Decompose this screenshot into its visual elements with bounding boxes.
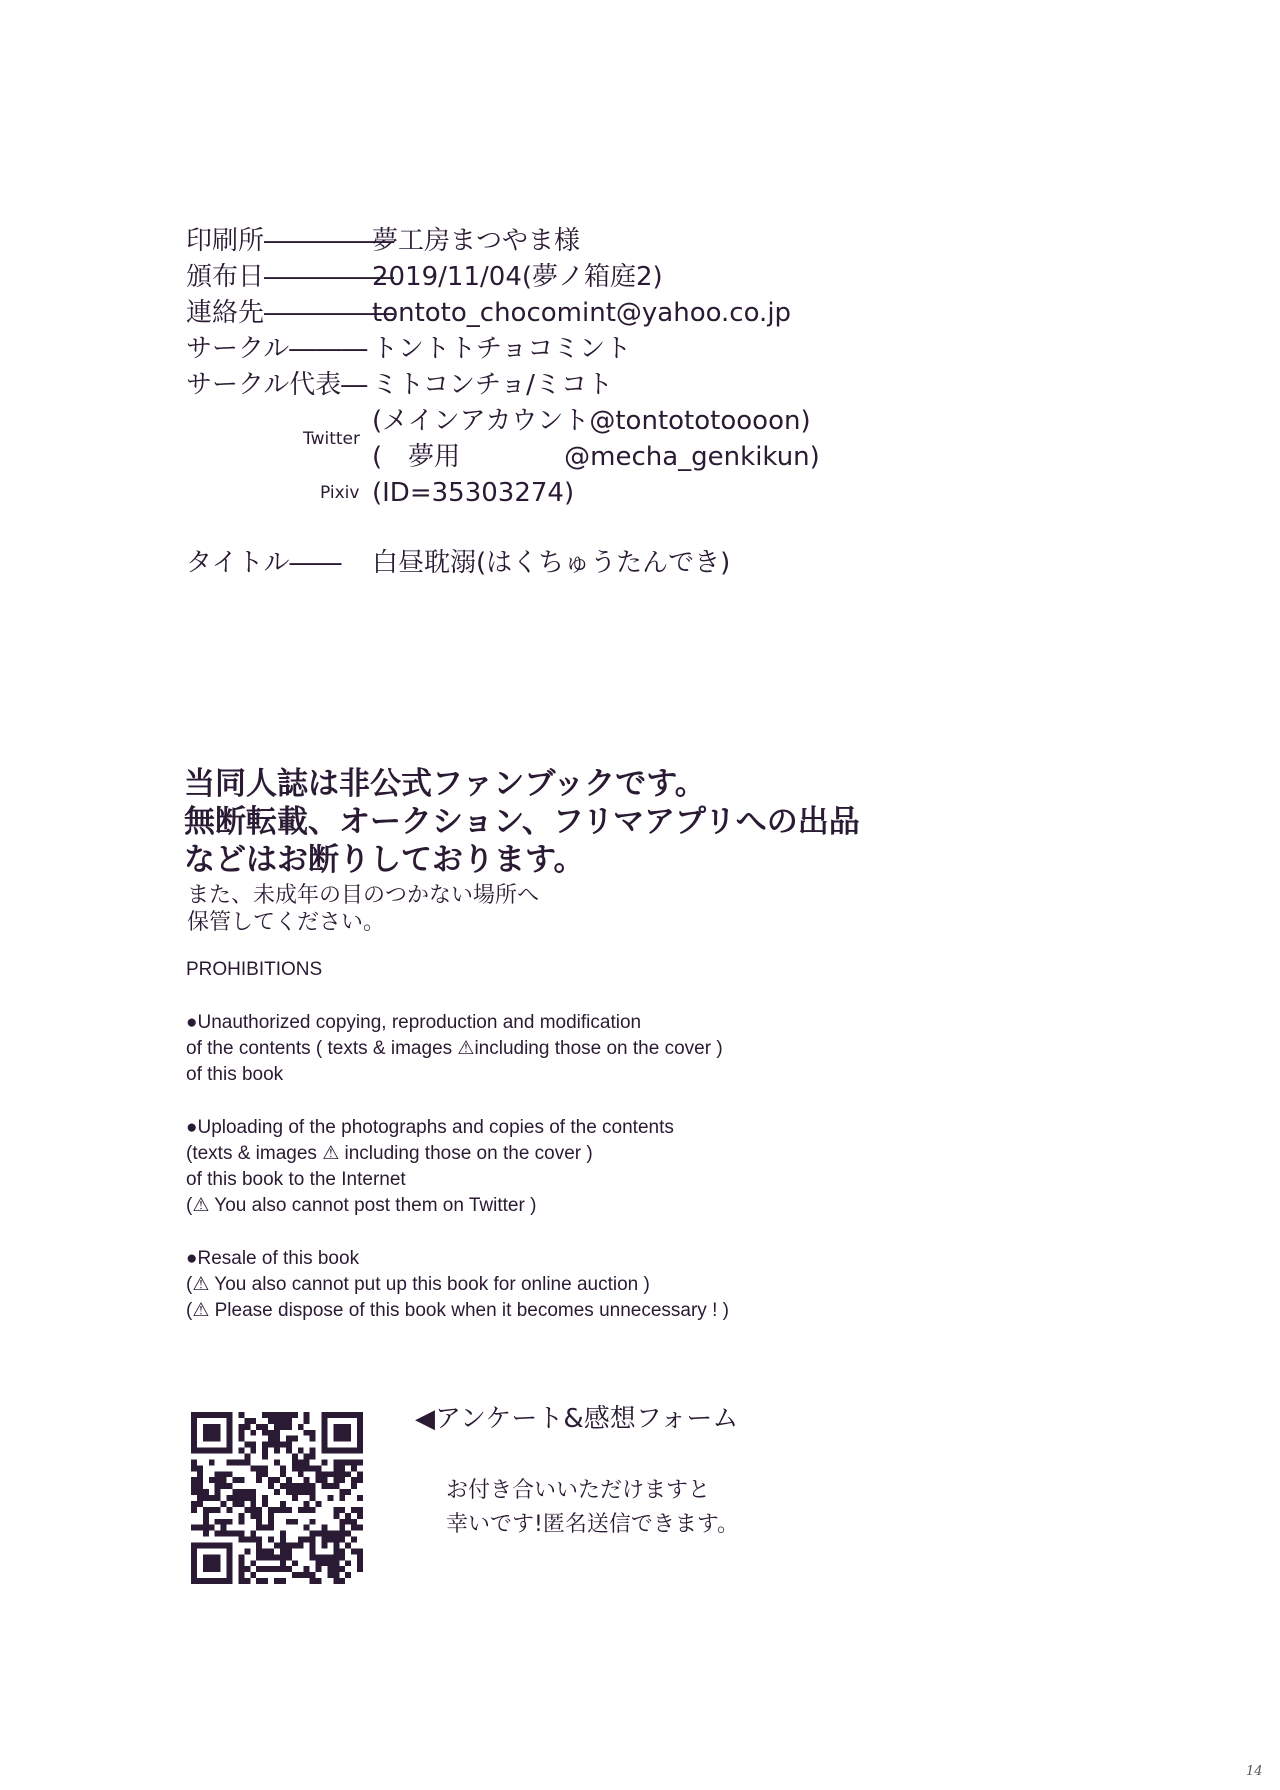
title-label: タイトル―― [186,548,342,578]
twitter-label: Twitter [303,429,360,449]
colophon-value-contact: tontoto_chocomint@yahoo.co.jp [372,298,792,328]
twitter-sub-account: ( 夢用 @mecha_genkikun) [372,442,820,472]
colophon-label-printer: 印刷所――――― [186,226,395,256]
notice-sub-line-2: 保管してください。 [187,910,386,935]
prohibition-2-line-4: (⚠ You also cannot post them on Twitter ) [186,1195,537,1216]
prohibition-1-line-3: of this book [186,1064,284,1085]
twitter-main-account: (メインアカウント@tontototoooon) [372,406,811,436]
colophon-label-representative: サークル代表― [186,370,368,400]
prohibition-2-line-1: ●Uploading of the photographs and copies of the contents [186,1117,674,1138]
colophon-value-printer: 夢工房まつやま様 [372,226,581,256]
prohibition-1-line-1: ●Unauthorized copying, reproduction and modification [186,1012,642,1033]
notice-line-2: 無断転載、オークション、フリマアプリへの出品 [184,804,860,840]
prohibition-2-line-2: (texts & images ⚠ including those on the cover ) [186,1143,593,1164]
colophon-label-contact: 連絡先――――― [186,298,395,328]
notice-line-3: などはお断りしております。 [184,842,585,878]
survey-qr-code[interactable] [191,1412,363,1584]
survey-message-line-2: 幸いです!匿名送信できます。 [446,1512,740,1537]
colophon-label-date: 頒布日――――― [186,262,395,292]
prohibition-1-line-2: of the contents ( texts & images ⚠including those on the cover ) [186,1038,723,1059]
colophon-value-representative: ミトコンチョ/ミコト [372,370,613,400]
survey-message-line-1: お付き合いいただけますと [446,1478,711,1503]
prohibition-2-line-3: of this book to the Internet [186,1169,406,1190]
notice-sub-line-1: また、未成年の目のつかない場所へ [187,883,540,908]
pixiv-id: (ID=35303274) [372,478,575,508]
notice-line-1: 当同人誌は非公式ファンブックです。 [184,766,706,802]
prohibitions-heading: PROHIBITIONS [186,959,323,980]
pixiv-label: Pixiv [320,483,360,503]
prohibition-3-line-1: ●Resale of this book [186,1248,360,1269]
colophon-value-date: 2019/11/04(夢ノ箱庭2) [372,262,663,292]
page-number: 14 [1246,1764,1263,1779]
survey-title: ◀アンケート&感想フォーム [415,1404,739,1434]
prohibition-3-line-3: (⚠ Please dispose of this book when it becomes unnecessary ! ) [186,1300,729,1321]
title-value: 白昼耽溺(はくちゅうたんでき) [372,548,731,578]
colophon-value-circle: トントトチョコミント [372,334,632,364]
colophon-label-circle: サークル――― [186,334,368,364]
prohibition-3-line-2: (⚠ You also cannot put up this book for online auction ) [186,1274,650,1295]
